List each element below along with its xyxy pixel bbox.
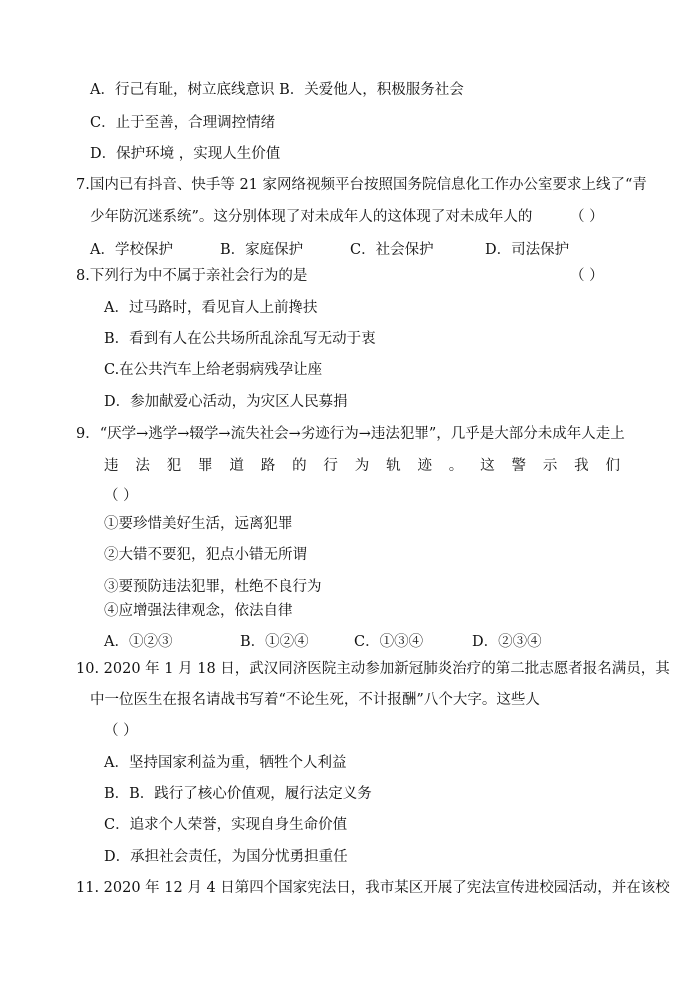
q9-stem-line1: 9．“厌学→逃学→辍学→流失社会→劣迹行为→违法犯罪”，几乎是大部分未成年人走上 bbox=[76, 426, 625, 442]
q7-option-a: A．学校保护 bbox=[90, 242, 173, 258]
q8-option-c: C.在公共汽车上给老弱病残孕让座 bbox=[104, 362, 323, 378]
q9-line2-char: 。 bbox=[448, 458, 464, 474]
q9-line2-char: 们 bbox=[605, 458, 620, 474]
q11-stem-line1: 11. 2020 年 12 月 4 日第四个国家宪法日，我市某区开展了宪法宣传进校园活动，并在该校 bbox=[76, 880, 670, 896]
q9-option-c: C．①③④ bbox=[354, 634, 424, 650]
q7-answer-paren: （ ） bbox=[570, 209, 604, 225]
q8-stem: 8.下列行为中不属于亲社会行为的是 bbox=[76, 268, 308, 284]
q9-line2-char: 这 bbox=[480, 458, 495, 474]
q10-option-b: B．B．践行了核心价值观，履行法定义务 bbox=[104, 786, 372, 802]
q9-option-a: A．①②③ bbox=[104, 634, 173, 650]
q9-line2-char: 行 bbox=[323, 458, 338, 474]
q9-line2-char: 我 bbox=[574, 458, 589, 474]
q9-line2-char: 法 bbox=[135, 458, 150, 474]
q10-option-d: D．承担社会责任，为国分忧勇担重任 bbox=[104, 849, 348, 865]
q9-line2-char: 轨 bbox=[386, 458, 401, 474]
q9-line2-char: 示 bbox=[542, 458, 558, 474]
q7-stem-line2: 少年防沉迷系统”。这分别体现了对未成年人的这体现了对未成年人的 bbox=[90, 209, 533, 225]
q9-option-d: D．②③④ bbox=[472, 634, 542, 650]
q9-options bbox=[104, 632, 542, 652]
q6-options-ab: A．行己有耻，树立底线意识 B．关爱他人，积极服务社会 bbox=[90, 82, 464, 98]
q7-options bbox=[90, 240, 569, 260]
q8-answer-paren: （ ） bbox=[570, 268, 604, 284]
q9-line2-char: 为 bbox=[354, 458, 370, 474]
q9-line2-char: 违 bbox=[104, 458, 119, 474]
q7-option-b: B．家庭保护 bbox=[220, 242, 304, 258]
q10-answer-paren: （ ） bbox=[104, 723, 138, 739]
q7-option-d: D．司法保护 bbox=[485, 242, 570, 258]
q9-item-3: ③要预防违法犯罪，杜绝不良行为 bbox=[104, 579, 322, 595]
q9-option-b: B．①②④ bbox=[240, 634, 309, 650]
q7-option-c: C．社会保护 bbox=[350, 242, 434, 258]
q8-option-a: A．过马路时，看见盲人上前搀扶 bbox=[104, 300, 318, 316]
q9-line2-char: 罪 bbox=[198, 458, 213, 474]
q6-option-d: D．保护环境 ，实现人生价值 bbox=[90, 146, 281, 162]
q10-stem-line2: 中一位医生在报名请战书写着“不论生死，不计报酬”八个大字。这些人 bbox=[90, 692, 540, 708]
q9-item-1: ①要珍惜美好生活，远离犯罪 bbox=[104, 516, 293, 532]
q10-option-c: C．追求个人荣誉，实现自身生命价值 bbox=[104, 817, 348, 833]
q8-option-d: D．参加献爱心活动，为灾区人民募捐 bbox=[104, 394, 348, 410]
q9-line2-char: 迹 bbox=[417, 458, 432, 474]
q9-line2-char: 的 bbox=[292, 458, 307, 474]
q9-line2-char: 警 bbox=[511, 458, 526, 474]
q9-item-4: ④应增强法律观念，依法自律 bbox=[104, 603, 293, 619]
q9-line2-char: 道 bbox=[229, 458, 244, 474]
q7-stem-line1: 7.国内已有抖音、快手等 21 家网络视频平台按照国务院信息化工作办公室要求上线了“青 bbox=[76, 177, 647, 193]
q6-option-c: C．止于至善，合理调控情绪 bbox=[90, 115, 276, 131]
q9-line2-char: 路 bbox=[260, 458, 276, 474]
q8-option-b: B．看到有人在公共场所乱涂乱写无动于衷 bbox=[104, 331, 376, 347]
q9-line2-char: 犯 bbox=[166, 458, 182, 474]
q10-stem-line1: 10. 2020 年 1 月 18 日，武汉同济医院主动参加新冠肺炎治疗的第二批志愿者报名满员，其 bbox=[76, 661, 670, 677]
q9-stem-line2 bbox=[104, 456, 620, 476]
q10-option-a: A．坚持国家利益为重，牺牲个人利益 bbox=[104, 755, 347, 771]
q9-answer-paren: （ ） bbox=[104, 488, 138, 504]
q9-item-2: ②大错不要犯，犯点小错无所谓 bbox=[104, 547, 307, 563]
